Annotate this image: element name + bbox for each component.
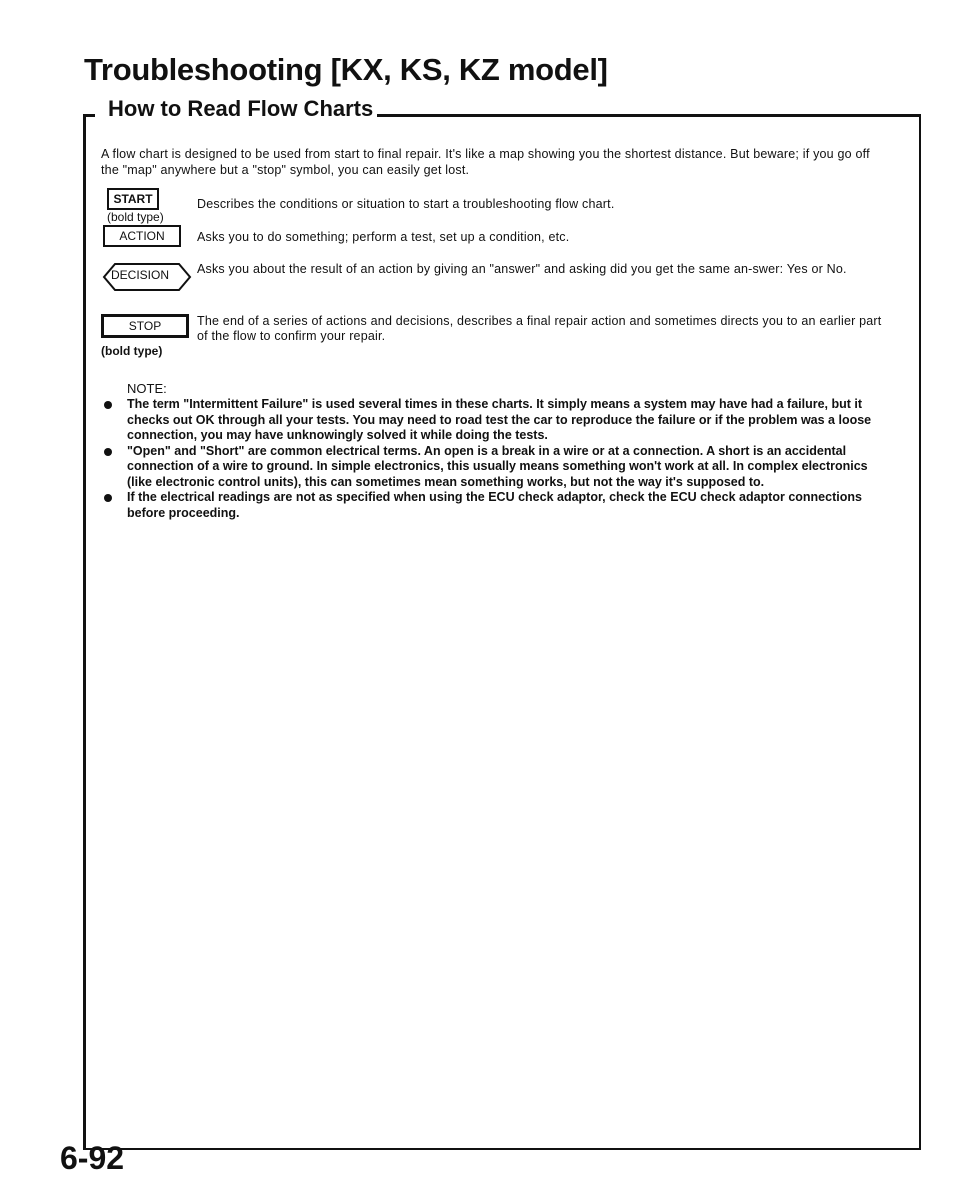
start-symbol: [107, 188, 159, 210]
decision-symbol-label: DECISION: [111, 268, 170, 282]
stop-symbol: [101, 314, 189, 338]
intro-paragraph: A flow chart is designed to be used from start to final repair. It's like a map showing you the shortest distance. But beware; if you go off the "map" anywhere but a "stop" symbol, you can easily get lost.: [101, 147, 870, 177]
note-text: The term "Intermittent Failure" is used several times in these charts. It simply means a system may have had a failure, but it checks out OK through all your tests. You may need to road test the car to reproduce the failure or if the problem was a loose connection, you may have unknowingly solved it while doing the tests.: [127, 397, 872, 442]
bullet-icon: [104, 448, 112, 456]
start-symbol-description: Describes the conditions or situation to start a troubleshooting flow chart.: [197, 197, 615, 211]
action-symbol: [103, 225, 181, 247]
section-title: How to Read Flow Charts: [104, 96, 377, 122]
frame-top-rule-right: [372, 114, 921, 117]
note-item: [101, 444, 891, 491]
note-text: If the electrical readings are not as specified when using the ECU check adaptor, check the ECU check adaptor connections before proceeding.: [127, 490, 862, 520]
note-label: NOTE:: [127, 381, 167, 396]
decision-symbol-description: Asks you about the result of an action by giving an "answer" and asking did you get the same an-swer: Yes or No.: [197, 262, 847, 276]
start-symbol-label: START: [113, 192, 153, 206]
page-title: Troubleshooting [KX, KS, KZ model]: [84, 52, 608, 87]
stop-symbol-label: STOP: [128, 319, 162, 333]
page-number: 6-92: [60, 1140, 125, 1176]
note-item: [101, 397, 891, 444]
stop-symbol-description: The end of a series of actions and decisions, describes a final repair action and sometimes directs you to an earlier part of the flow to confirm your repair.: [197, 314, 882, 343]
action-symbol-description: Asks you to do something; perform a test, set up a condition, etc.: [197, 230, 570, 244]
action-symbol-label: ACTION: [119, 229, 165, 243]
start-symbol-note: (bold type): [107, 210, 164, 224]
bullet-icon: [104, 494, 112, 502]
bullet-icon: [104, 401, 112, 409]
note-item: [101, 490, 891, 521]
frame-top-rule-left: [83, 114, 95, 117]
stop-symbol-note: (bold type): [101, 344, 163, 358]
notes-list: [101, 397, 891, 521]
note-text: "Open" and "Short" are common electrical terms. An open is a break in a wire or at a connection. A short is an accidental connection of a wire to ground. In simple electronics, this usually means something won't work at all. In complex electronics (like electronic control units), this can sometimes mean something works, but not the way it's supposed to.: [127, 443, 868, 489]
